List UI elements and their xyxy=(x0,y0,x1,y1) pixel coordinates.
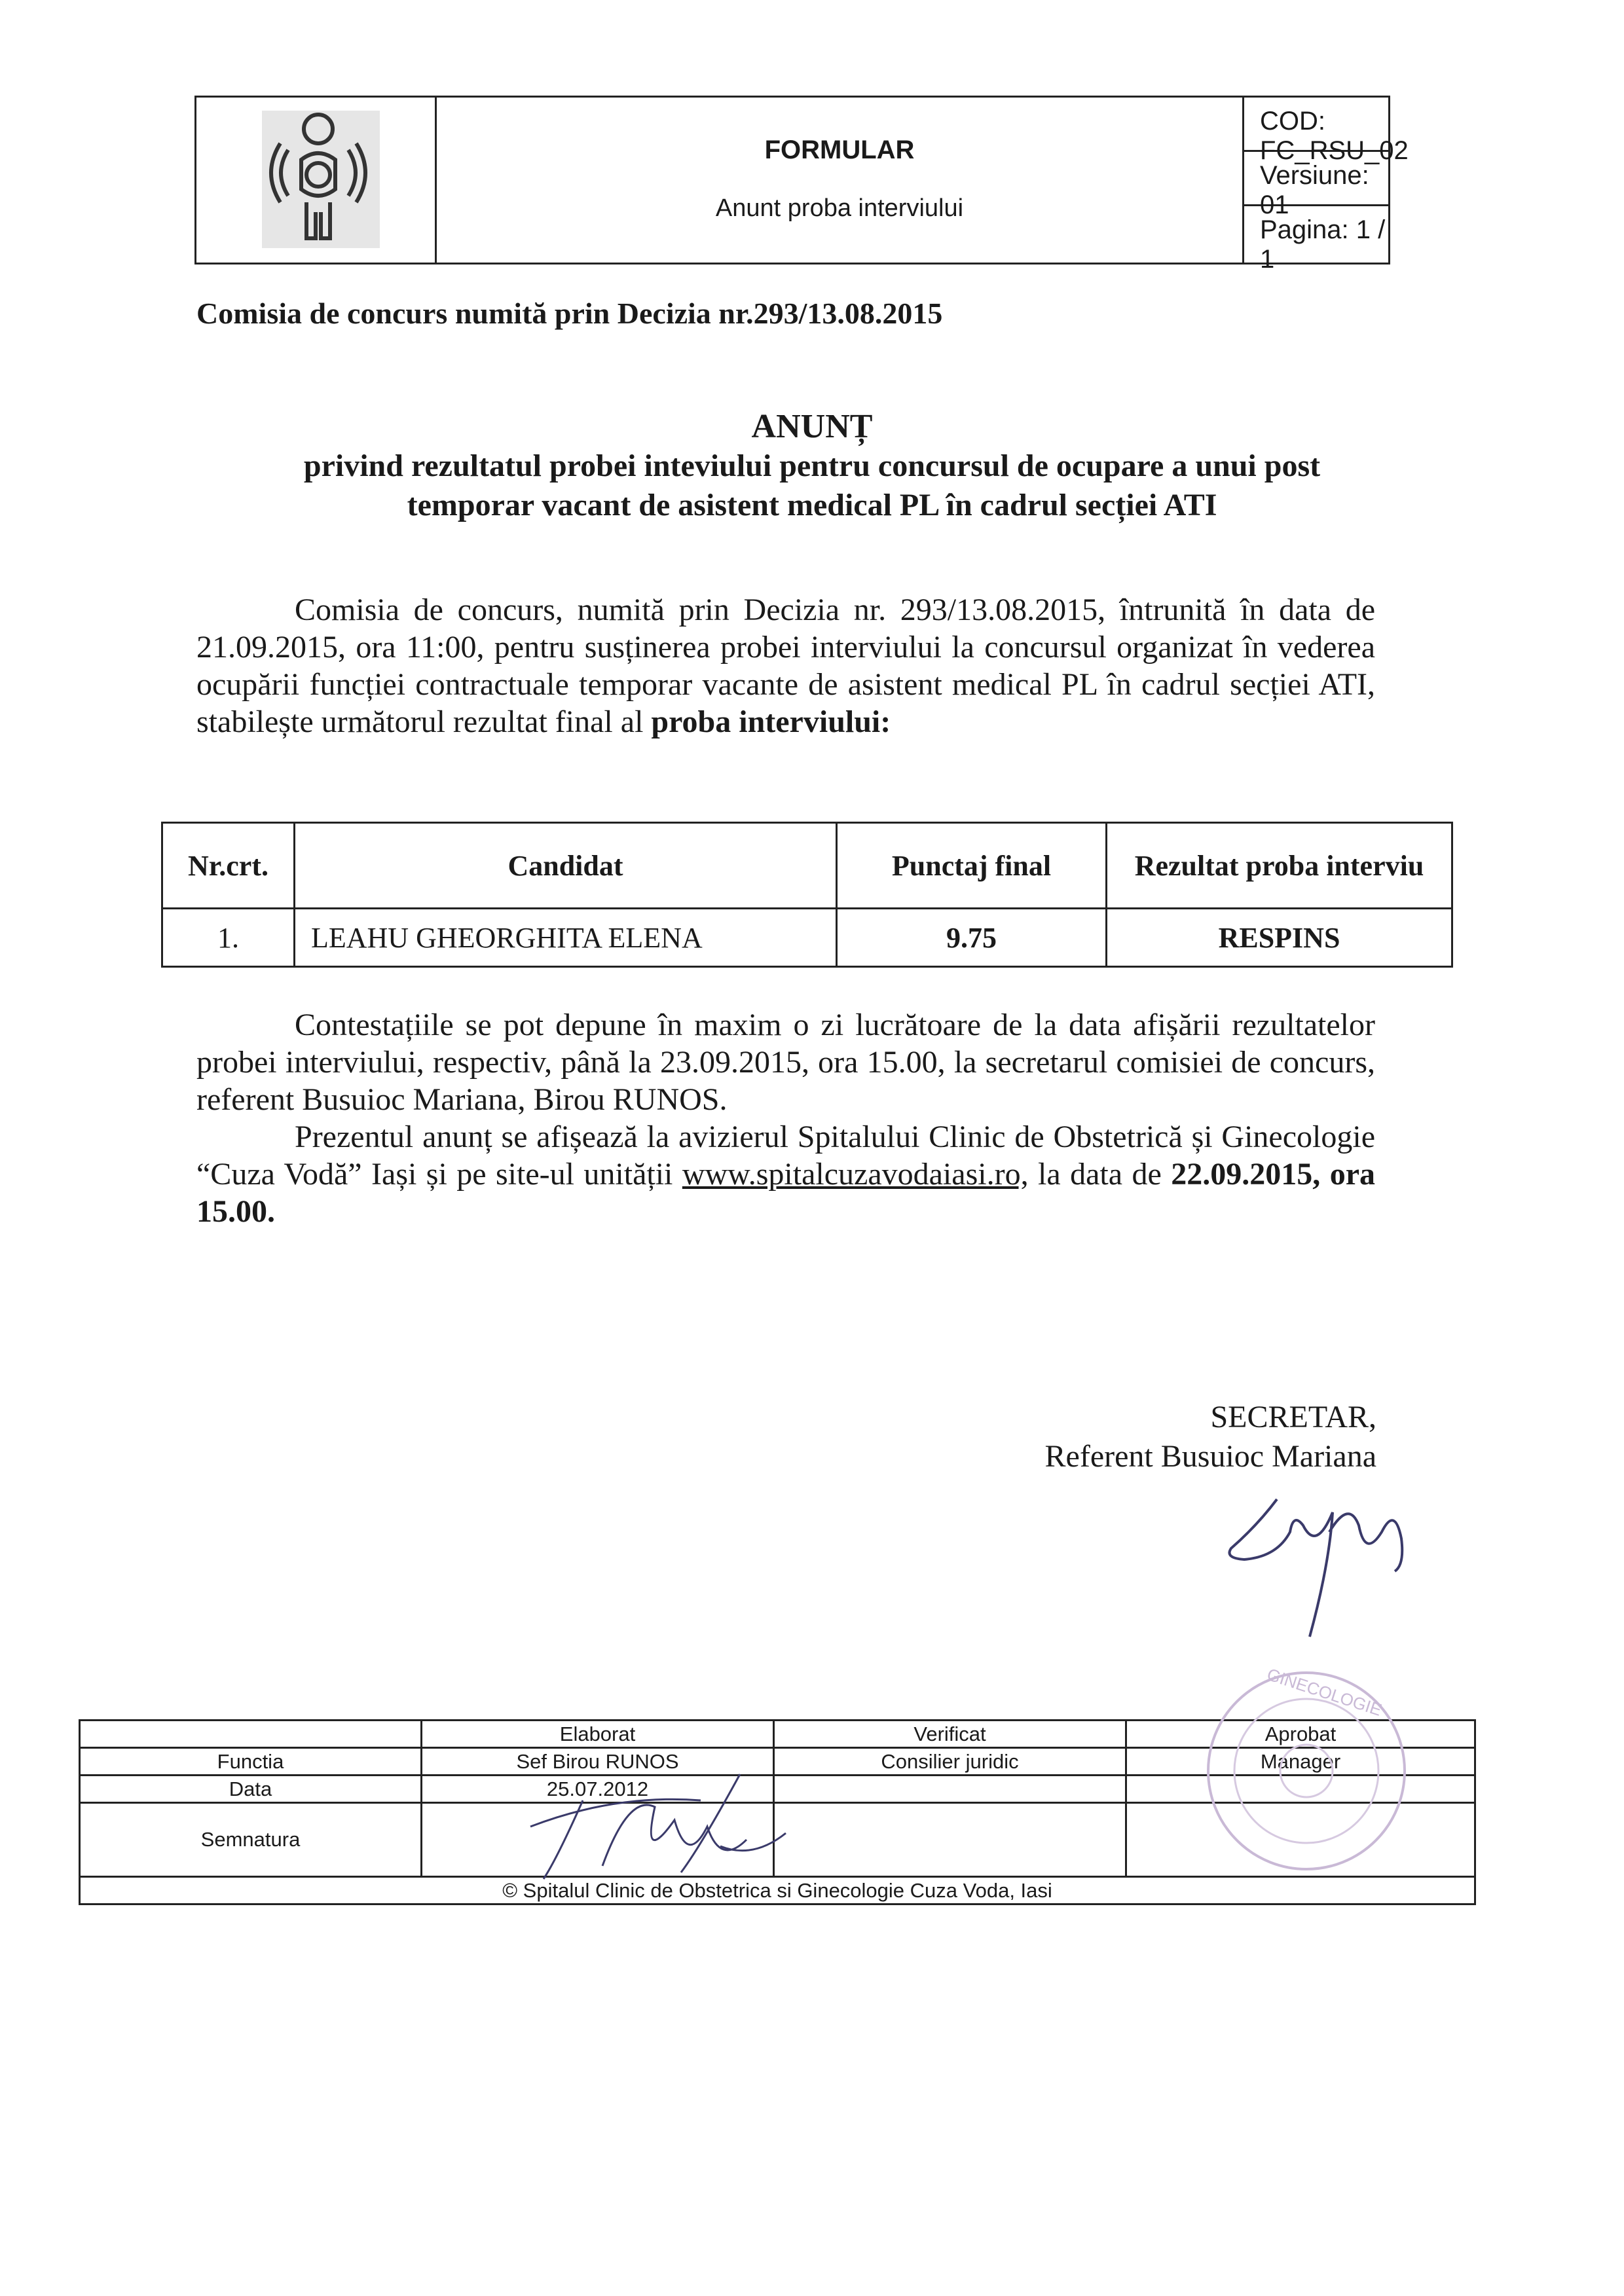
signature-role: SECRETAR, xyxy=(1210,1400,1376,1434)
elaborat-signature-icon xyxy=(504,1768,819,1886)
signature-name: Referent Busuioc Mariana xyxy=(1044,1439,1376,1474)
intro-text: Comisia de concurs, numită prin Decizia nr. 293/13.08.2015, întrunită în data de 21.09.2015, ora 11:00, pentru susținerea probei interviului la concursul organizat în vederea ocupării funcției contractuale temporar vacante de asistent medical PL în cadrul secției ATI, stabilește următorul rezultat final al xyxy=(196,592,1375,739)
row-rezultat: RESPINS xyxy=(1107,909,1452,967)
row-nr: 1. xyxy=(162,909,295,967)
row-punctaj: 9.75 xyxy=(837,909,1107,967)
intro-paragraph xyxy=(196,591,1375,740)
table-row xyxy=(162,909,1452,967)
data-label: Data xyxy=(80,1776,422,1803)
closing-paragraphs xyxy=(196,1006,1375,1230)
data-elaborat: 25.07.2012 xyxy=(422,1776,774,1803)
approval-header-aprobat: Aprobat xyxy=(1126,1721,1475,1748)
functia-aprobat: Manager xyxy=(1126,1748,1475,1776)
semnatura-label: Semnatura xyxy=(80,1803,422,1877)
functia-label: Functia xyxy=(80,1748,422,1776)
announcement-line-1: privind rezultatul probei inteviului pentru concursul de ocupare a unui post xyxy=(303,448,1321,483)
form-page: Pagina: 1 / 1 xyxy=(1260,215,1386,274)
form-subtitle: Anunt proba interviului xyxy=(715,194,964,222)
signature-block xyxy=(1045,1398,1376,1476)
posting-after: la data de xyxy=(1028,1157,1172,1192)
form-code: COD: FC_RSU_02 xyxy=(1244,98,1388,152)
hospital-stamp-icon xyxy=(1198,1653,1414,1889)
functia-verificat: Consilier juridic xyxy=(774,1748,1126,1776)
form-codes xyxy=(1244,98,1409,274)
form-title-cell xyxy=(437,98,1244,263)
handwritten-signature-icon xyxy=(1218,1486,1428,1643)
data-verificat xyxy=(774,1776,1126,1803)
row-candidat: LEAHU GHEORGHITA ELENA xyxy=(295,909,837,967)
form-version: Versiune: 01 xyxy=(1244,152,1388,206)
commission-line: Comisia de concurs numită prin Decizia nr.293/13.08.2015 xyxy=(196,297,943,330)
col-rezultat: Rezultat proba interviu xyxy=(1107,823,1452,909)
posting-text: Prezentul anunț se afișează la avizierul Spitalului Clinic de Obstetrică și Ginecologie “Cuza Vodă” Iași și pe site-ul unității xyxy=(196,1120,1375,1192)
site-link[interactable]: www.spitalcuzavodaiasi.ro, xyxy=(682,1157,1029,1192)
col-punctaj: Punctaj final xyxy=(837,823,1107,909)
announcement-title-block xyxy=(196,407,1428,525)
results-table xyxy=(161,822,1453,968)
results-header-row xyxy=(162,823,1452,909)
copyright-text: © Spitalul Clinic de Obstetrica si Ginecologie Cuza Voda, Iasi xyxy=(80,1877,1475,1904)
posting-paragraph xyxy=(196,1118,1375,1230)
intro-bold: proba interviului: xyxy=(651,704,891,739)
semnatura-verificat xyxy=(774,1803,1126,1877)
logo-cell xyxy=(196,98,437,263)
posting-date: 22.09.2015, ora 15.00. xyxy=(196,1157,1375,1229)
hospital-logo-icon xyxy=(196,98,435,263)
approval-header-empty xyxy=(80,1721,422,1748)
announcement-title: ANUNȚ xyxy=(751,408,873,445)
col-candidat: Candidat xyxy=(295,823,837,909)
form-title: FORMULAR xyxy=(764,136,915,164)
approval-header-elaborat: Elaborat xyxy=(422,1721,774,1748)
col-nr: Nr.crt. xyxy=(162,823,295,909)
stamp-text: GINECOLOGIE xyxy=(1264,1664,1384,1720)
functia-elaborat: Sef Birou RUNOS xyxy=(422,1748,774,1776)
appeals-paragraph: Contestațiile se pot depune în maxim o zi lucrătoare de la data afișării rezultatelor probei interviului, respectiv, până la 23.09.2015, ora 15.00, la secretarul comisiei de concurs, referent Busuioc Mariana, Birou RUNOS. xyxy=(196,1008,1375,1117)
form-header xyxy=(194,96,1409,274)
announcement-line-2: temporar vacant de asistent medical PL în cadrul secției ATI xyxy=(407,488,1217,522)
approval-header-verificat: Verificat xyxy=(774,1721,1126,1748)
